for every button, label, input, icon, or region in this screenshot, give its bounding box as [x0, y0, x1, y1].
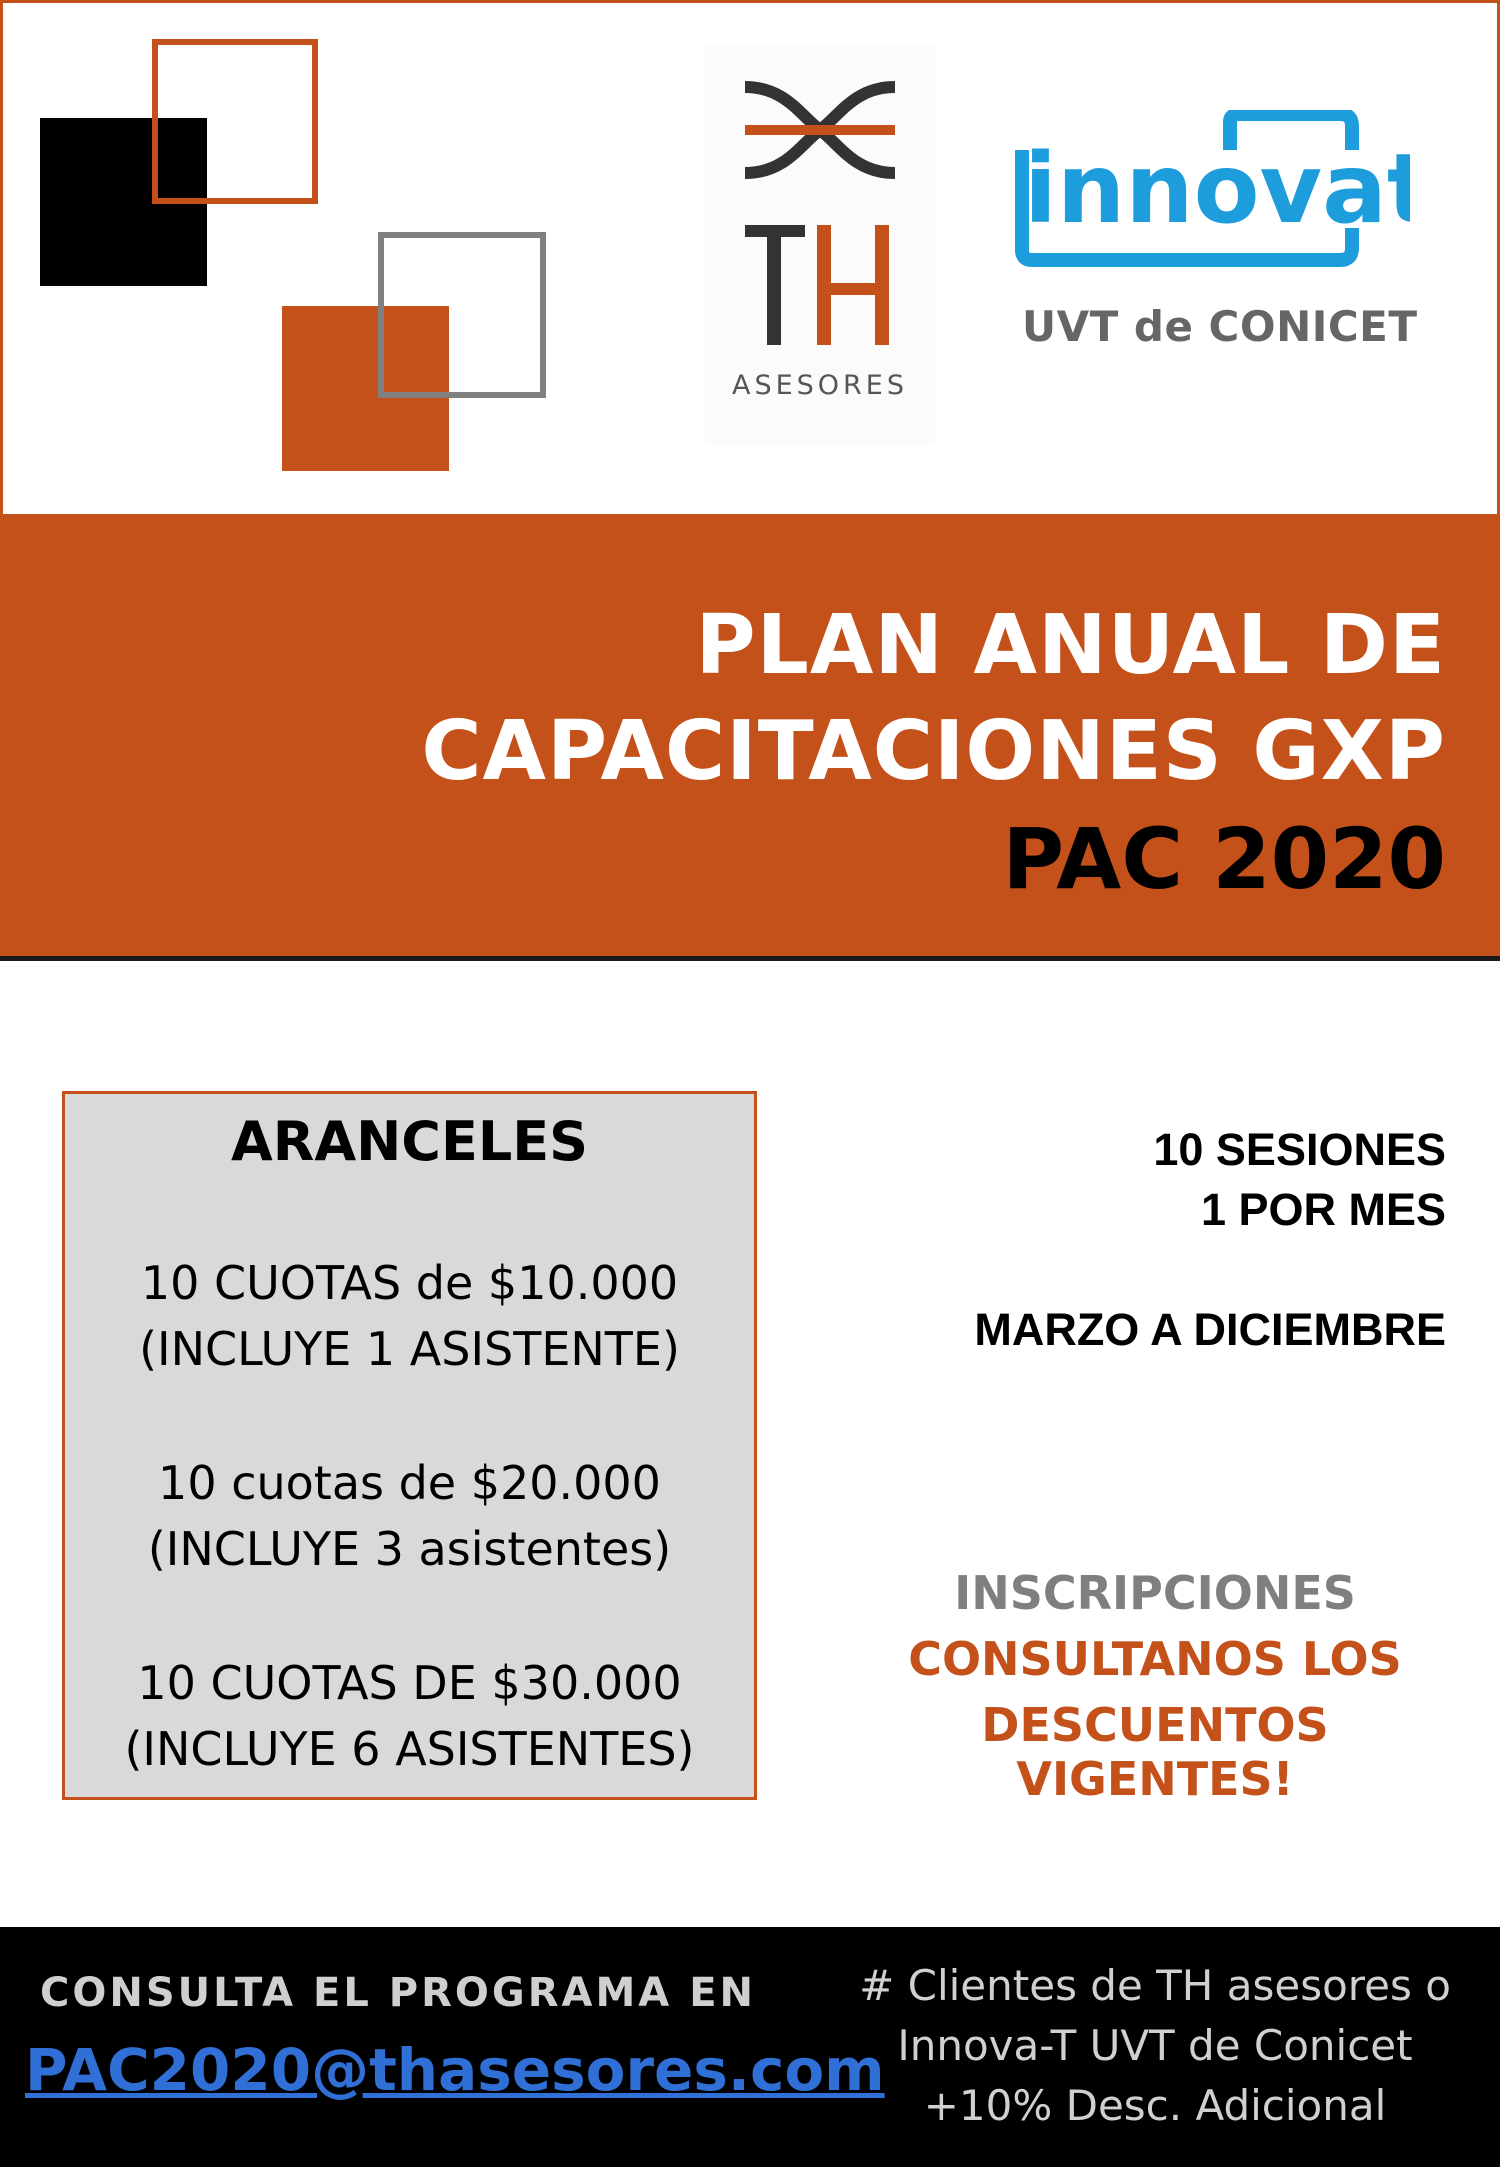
- discount-line-1: CONSULTANOS LOS: [908, 1632, 1402, 1686]
- fees-heading: ARANCELES: [230, 1110, 589, 1173]
- fee-option-1-detail: (INCLUYE 1 ASISTENTE): [139, 1322, 680, 1376]
- decor-square-orange-outline: [152, 39, 318, 204]
- fee-option-1-price: 10 CUOTAS de $10.000: [140, 1256, 679, 1310]
- footer-note-line-1: # Clientes de TH asesores o: [859, 1961, 1451, 2010]
- title-line-1: PLAN ANUAL DE: [695, 598, 1446, 693]
- footer-note-line-2: Innova-T UVT de Conicet: [897, 2021, 1413, 2070]
- innovat-logo: [1010, 110, 1410, 270]
- fee-option-2-price: 10 cuotas de $20.000: [158, 1456, 661, 1510]
- title-line-3: PAC 2020: [1002, 810, 1446, 908]
- sessions-count: 10 SESIONES: [1153, 1124, 1446, 1175]
- title-divider: [0, 956, 1500, 961]
- title-line-2: CAPACITACIONES GXP: [421, 704, 1446, 799]
- footer-note-line-3: +10% Desc. Adicional: [923, 2081, 1387, 2130]
- innovat-frame-icon: [1010, 110, 1410, 270]
- innovat-subtitle: UVT de CONICET: [1022, 302, 1418, 351]
- footer-consulta-text: CONSULTA EL PROGRAMA EN: [40, 1970, 756, 2016]
- fee-option-3-price: 10 CUOTAS DE $30.000: [137, 1656, 682, 1710]
- th-logo-text: ASESORES: [731, 370, 909, 401]
- th-logo-mark-icon: [705, 45, 935, 375]
- fee-option-3-detail: (INCLUYE 6 ASISTENTES): [124, 1722, 695, 1776]
- footer-email-link[interactable]: PAC2020@thasesores.com: [25, 2036, 885, 2104]
- innovat-wordmark: innovat: [1024, 133, 1410, 245]
- inscripciones-label: INSCRIPCIONES: [954, 1566, 1356, 1620]
- sessions-frequency: 1 POR MES: [1200, 1184, 1446, 1235]
- fee-option-2-detail: (INCLUYE 3 asistentes): [147, 1522, 672, 1576]
- sessions-period: MARZO A DICIEMBRE: [974, 1304, 1446, 1355]
- decor-square-gray-outline: [378, 232, 546, 398]
- discount-line-2: DESCUENTOS VIGENTES!: [981, 1698, 1329, 1806]
